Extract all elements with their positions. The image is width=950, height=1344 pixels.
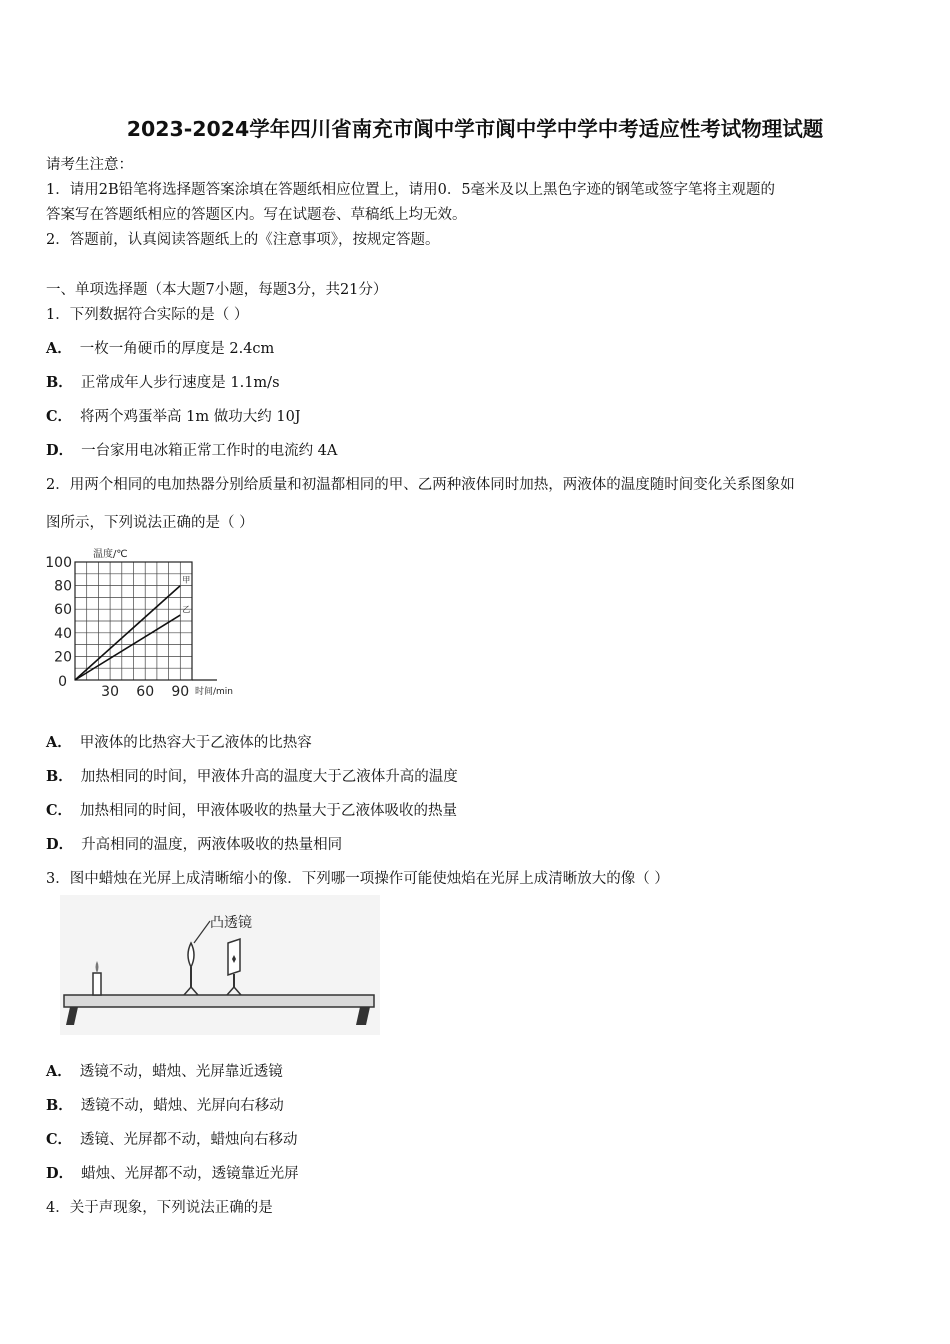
- question-1-stem: 1．下列数据符合实际的是（ ）: [46, 307, 249, 323]
- optical-bench-figure: [60, 895, 380, 1035]
- question-2-option-b: [46, 765, 458, 786]
- question-3-option-d: [46, 1162, 299, 1183]
- question-3-option-c: [46, 1128, 298, 1149]
- series-line-2: [75, 615, 180, 680]
- question-4-stem: 4．关于声现象，下列说法正确的是: [46, 1200, 273, 1216]
- option-text: 甲液体的比热容大于乙液体的比热容: [79, 735, 312, 751]
- convex-lens-icon: [188, 943, 194, 967]
- option-text: 加热相同的时间，甲液体吸收的热量大于乙液体吸收的热量: [80, 803, 458, 819]
- option-key: C．: [46, 802, 73, 819]
- bench-rail: [64, 995, 374, 1007]
- question-3-option-a: [46, 1060, 283, 1081]
- option-text: 加热相同的时间，甲液体升高的温度大于乙液体升高的温度: [80, 769, 458, 785]
- option-key: A．: [46, 734, 72, 751]
- x-tick-label: 30: [101, 684, 120, 700]
- y-tick-label: 40: [54, 625, 72, 642]
- question-2-option-c: [46, 799, 457, 820]
- x-tick-label: 60: [136, 684, 155, 700]
- option-key: B．: [46, 1097, 73, 1114]
- notice-item-2: 2．答题前，认真阅读答题纸上的《注意事项》，按规定答题。: [46, 232, 440, 248]
- option-key: B．: [46, 768, 73, 785]
- question-1-option-b: [46, 371, 280, 392]
- option-text: 将两个鸡蛋举高 1m 做功大约 10J: [80, 409, 301, 425]
- y-axis-title: 温度/℃: [93, 549, 128, 560]
- option-text: 蜡烛、光屏都不动，透镜靠近光屏: [81, 1166, 299, 1182]
- option-text: 透镜不动，蜡烛、光屏向右移动: [80, 1098, 284, 1114]
- question-1-option-c: [46, 405, 301, 426]
- y-tick-label: 20: [54, 649, 72, 666]
- option-text: 正常成年人步行速度是 1.1m/s: [80, 375, 280, 391]
- option-key: D．: [46, 836, 74, 853]
- y-tick-label: 80: [54, 578, 72, 595]
- question-2-option-d: [46, 833, 342, 854]
- x-axis-title: 时间/min: [195, 687, 234, 697]
- candle-icon: [93, 973, 101, 995]
- option-key: D．: [46, 1165, 74, 1182]
- option-text: 一台家用电冰箱正常工作时的电流约 4A: [81, 443, 338, 459]
- notice-item-1a: 1．请用2B铅笔将选择题答案涂填在答题纸相应位置上，请用0．5毫米及以上黑色字迹的钢笔或签字笔将主观题的: [46, 182, 776, 198]
- option-text: 一枚一角硬币的厚度是 2.4cm: [79, 341, 275, 357]
- notice-heading: 请考生注意：: [46, 157, 133, 173]
- option-key: B．: [46, 374, 73, 391]
- option-key: A．: [46, 340, 72, 357]
- option-key: C．: [46, 408, 73, 425]
- origin-label: 0: [58, 674, 67, 690]
- question-3-stem: 3．图中蜡烛在光屏上成清晰缩小的像．下列哪一项操作可能使烛焰在光屏上成清晰放大的像（ ）: [46, 871, 669, 887]
- option-key: A．: [46, 1063, 72, 1080]
- question-1-option-d: [46, 439, 337, 460]
- question-2-stem-a: 2．用两个相同的电加热器分别给质量和初温都相同的甲、乙两种液体同时加热，两液体的温度随时间变化关系图象如: [46, 477, 795, 493]
- option-text: 透镜不动，蜡烛、光屏靠近透镜: [79, 1064, 283, 1080]
- series-label-1: 甲: [182, 575, 191, 585]
- section-heading: 一、单项选择题（本大题7小题，每题3分，共21分）: [46, 282, 388, 298]
- series-label-2: 乙: [182, 605, 191, 615]
- y-tick-label: 60: [54, 602, 72, 619]
- option-text: 升高相同的温度，两液体吸收的热量相同: [81, 837, 343, 853]
- option-text: 透镜、光屏都不动，蜡烛向右移动: [80, 1132, 298, 1148]
- question-3-option-b: [46, 1094, 284, 1115]
- page-title: 2023-2024学年四川省南充市阆中学市阆中学中学中考适应性考试物理试题: [126, 117, 824, 141]
- x-tick-label: 90: [171, 684, 190, 700]
- lens-label: 凸透镜: [210, 915, 252, 931]
- option-key: C．: [46, 1131, 73, 1148]
- question-2-stem-b: 图所示，下列说法正确的是（ ）: [46, 515, 254, 531]
- question-2-option-a: [46, 731, 312, 752]
- option-key: D．: [46, 442, 74, 459]
- temperature-time-chart: [40, 540, 250, 700]
- notice-item-1b: 答案写在答题纸相应的答题区内。写在试题卷、草稿纸上均无效。: [46, 207, 467, 223]
- y-tick-label: 100: [45, 555, 72, 571]
- question-1-option-a: [46, 337, 274, 358]
